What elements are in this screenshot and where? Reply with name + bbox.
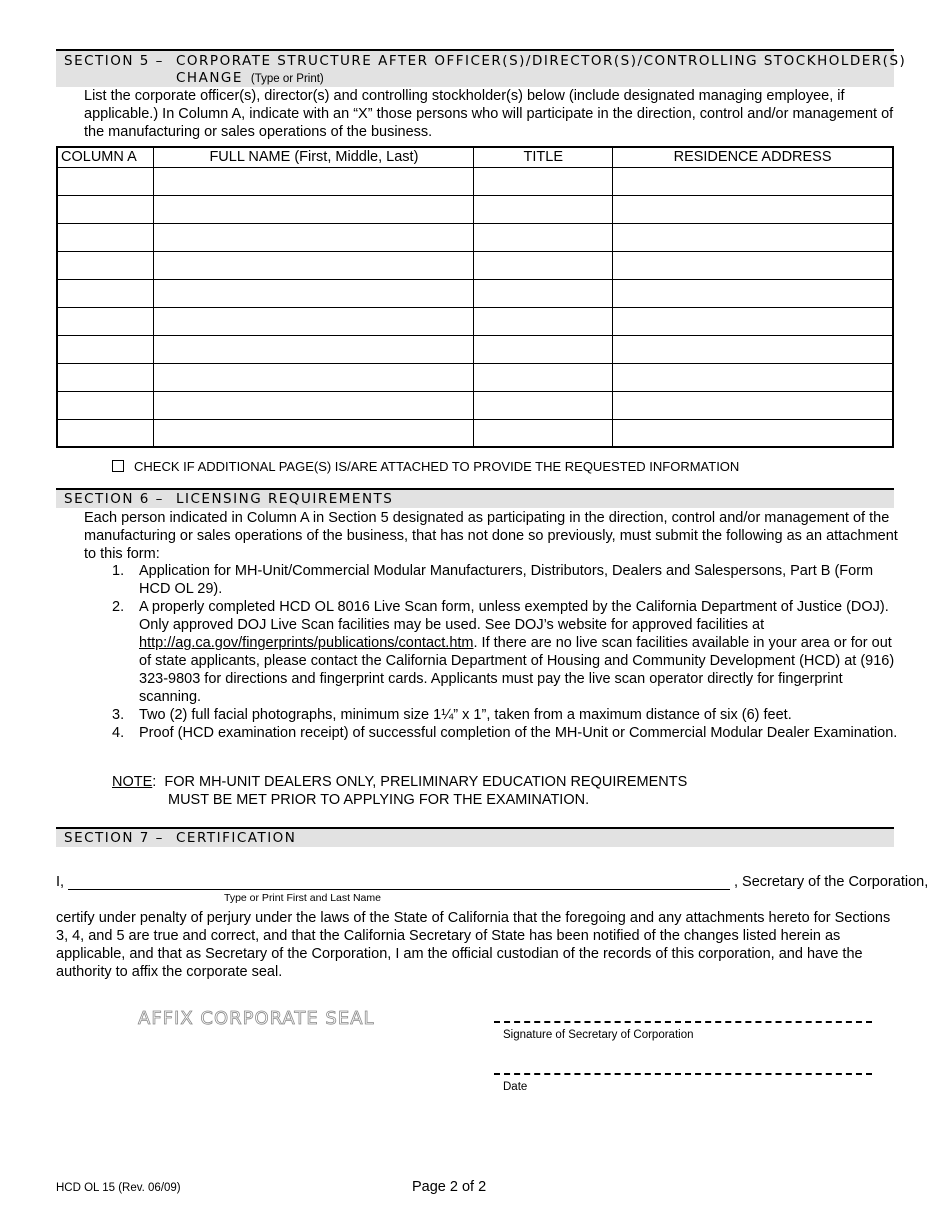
list-item [112, 598, 902, 706]
residence-address-cell[interactable] [613, 195, 893, 223]
full-name-header: FULL NAME (First, Middle, Last) [154, 147, 474, 167]
residence-address-cell[interactable] [613, 307, 893, 335]
residence-address-cell[interactable] [613, 251, 893, 279]
note-line-1: FOR MH-UNIT DEALERS ONLY, PRELIMINARY EDUCATION REQUIREMENTS [164, 774, 688, 790]
column-a-cell[interactable] [57, 335, 154, 363]
section-5-number: SECTION 5 – [64, 53, 164, 69]
title-cell[interactable] [474, 363, 613, 391]
full-name-cell[interactable] [154, 223, 474, 251]
title-cell[interactable] [474, 335, 613, 363]
title-cell[interactable] [474, 391, 613, 419]
section-7-number: SECTION 7 – [64, 830, 164, 846]
full-name-cell[interactable] [154, 307, 474, 335]
i-label: I, [56, 874, 65, 890]
table-row [57, 307, 893, 335]
signature-field[interactable] [494, 1021, 872, 1023]
section-6-number: SECTION 6 – [64, 491, 164, 507]
title-cell[interactable] [474, 223, 613, 251]
item-number: 1. [112, 563, 125, 579]
certification-name-line [56, 874, 929, 894]
secretary-suffix: , Secretary of the Corporation, [734, 874, 929, 890]
title-cell[interactable] [474, 307, 613, 335]
note-line-2: MUST BE MET PRIOR TO APPLYING FOR THE EXAMINATION. [168, 792, 590, 808]
section-5-title: CORPORATE STRUCTURE AFTER OFFICER(S)/DIRECTOR(S)/CONTROLLING STOCKHOLDER(S) [176, 53, 907, 69]
list-item [112, 706, 902, 724]
additional-pages-checkbox[interactable] [112, 460, 124, 472]
form-id: HCD OL 15 (Rev. 06/09) [56, 1182, 181, 1194]
column-a-cell[interactable] [57, 195, 154, 223]
full-name-cell[interactable] [154, 419, 474, 447]
full-name-cell[interactable] [154, 167, 474, 195]
doj-facilities-link[interactable]: http://ag.ca.gov/fingerprints/publications/contact.htm [139, 635, 474, 651]
column-a-cell[interactable] [57, 167, 154, 195]
residence-address-cell[interactable] [613, 167, 893, 195]
dealer-note: NOTE: FOR MH-UNIT DEALERS ONLY, PRELIMINARY EDUCATION REQUIREMENTS MUST BE MET PRIOR TO APPLYING FOR THE EXAMINATION. [112, 774, 688, 808]
full-name-cell[interactable] [154, 195, 474, 223]
residence-address-cell[interactable] [613, 419, 893, 447]
column-a-cell[interactable] [57, 223, 154, 251]
column-a-cell[interactable] [57, 279, 154, 307]
column-a-cell[interactable] [57, 391, 154, 419]
table-row [57, 195, 893, 223]
requirements-list [112, 562, 902, 742]
title-cell[interactable] [474, 279, 613, 307]
corporate-seal-area: AFFIX CORPORATE SEAL [138, 1008, 375, 1029]
table-header-row [57, 147, 893, 167]
section-6-header [56, 488, 894, 508]
section-7-header [56, 827, 894, 847]
section-6-title: LICENSING REQUIREMENTS [176, 491, 394, 507]
secretary-name-field[interactable] [68, 889, 730, 890]
signature-label: Signature of Secretary of Corporation [503, 1029, 694, 1041]
list-item [112, 724, 902, 742]
additional-pages-label: CHECK IF ADDITIONAL PAGE(S) IS/ARE ATTACHED TO PROVIDE THE REQUESTED INFORMATION [134, 459, 740, 474]
table-row [57, 251, 893, 279]
name-sublabel: Type or Print First and Last Name [224, 892, 381, 904]
item-number: 4. [112, 725, 125, 741]
column-a-cell[interactable] [57, 363, 154, 391]
full-name-cell[interactable] [154, 279, 474, 307]
section-5-title-line2: CHANGE [176, 70, 243, 86]
residence-address-cell[interactable] [613, 391, 893, 419]
full-name-cell[interactable] [154, 391, 474, 419]
table-row [57, 279, 893, 307]
item-text: A properly completed HCD OL 8016 Live Scan form, unless exempted by the California Department of Justice (DOJ). Only approved DOJ Live Scan facilities may be used. See DOJ’s website for approved facilities at [139, 599, 889, 633]
table-row [57, 363, 893, 391]
item-text: Two (2) full facial photographs, minimum size 1¼” x 1”, taken from a maximum distance of six (6) feet. [139, 707, 792, 723]
residence-address-header: RESIDENCE ADDRESS [613, 147, 893, 167]
column-a-cell[interactable] [57, 419, 154, 447]
residence-address-cell[interactable] [613, 363, 893, 391]
table-row [57, 223, 893, 251]
page-number: Page 2 of 2 [412, 1179, 487, 1195]
title-header: TITLE [474, 147, 613, 167]
full-name-cell[interactable] [154, 363, 474, 391]
column-a-cell[interactable] [57, 307, 154, 335]
officers-table [56, 146, 894, 448]
item-text: Application for MH-Unit/Commercial Modular Manufacturers, Distributors, Dealers and Salespersons, Part B (Form HCD OL 29). [139, 563, 874, 597]
column-a-cell[interactable] [57, 251, 154, 279]
list-item [112, 562, 902, 598]
table-row [57, 391, 893, 419]
section-5-instructions: List the corporate officer(s), director(s) and controlling stockholder(s) below (include designated managing employee, if applicable.) In Column A, indicate with an “X” those persons who will participate in the direction, control and/or management of the manufacturing or sales operations of the business. [84, 88, 894, 140]
title-cell[interactable] [474, 251, 613, 279]
item-number: 2. [112, 599, 125, 615]
additional-pages-check [112, 459, 739, 474]
full-name-cell[interactable] [154, 251, 474, 279]
item-text: Proof (HCD examination receipt) of successful completion of the MH-Unit or Commercial Modular Dealer Examination. [139, 725, 898, 741]
section-5-header [56, 49, 907, 87]
section-7-title: CERTIFICATION [176, 830, 297, 846]
table-row [57, 167, 893, 195]
residence-address-cell[interactable] [613, 223, 893, 251]
type-or-print-note: (Type or Print) [250, 73, 324, 85]
certification-statement: certify under penalty of perjury under the laws of the State of California that the foregoing and any attachments hereto for Sections 3, 4, and 5 are true and correct, and that the California Secretary of State has been notified of the changes listed herein as applicable, and that as Secretary of the Corporation, I am the official custodian of the records of this corporation, and have the authority to affix the corporate seal. [56, 910, 891, 980]
table-row [57, 419, 893, 447]
title-cell[interactable] [474, 195, 613, 223]
note-label: NOTE [112, 774, 153, 790]
column-a-header: COLUMN A [57, 147, 154, 167]
title-cell[interactable] [474, 167, 613, 195]
title-cell[interactable] [474, 419, 613, 447]
item-number: 3. [112, 707, 125, 723]
date-field[interactable] [494, 1073, 872, 1075]
table-row [57, 335, 893, 363]
residence-address-cell[interactable] [613, 335, 893, 363]
full-name-cell[interactable] [154, 335, 474, 363]
section-6-intro: Each person indicated in Column A in Section 5 designated as participating in the direction, control and/or management of the manufacturing or sales operations of the business, that has not done so previously, must submit the following as an attachment to this form: [84, 510, 898, 562]
residence-address-cell[interactable] [613, 279, 893, 307]
item-text-cont: . If there are no live scan facilities available in your area or for out of state applicants, please contact the California Department of Housing and Community Development (HCD) at (916) 323-9803 for directions and fingerprint cards. Applicants must pay the live scan operator directly for fingerprint scanning. [139, 635, 895, 705]
date-label: Date [503, 1081, 528, 1093]
